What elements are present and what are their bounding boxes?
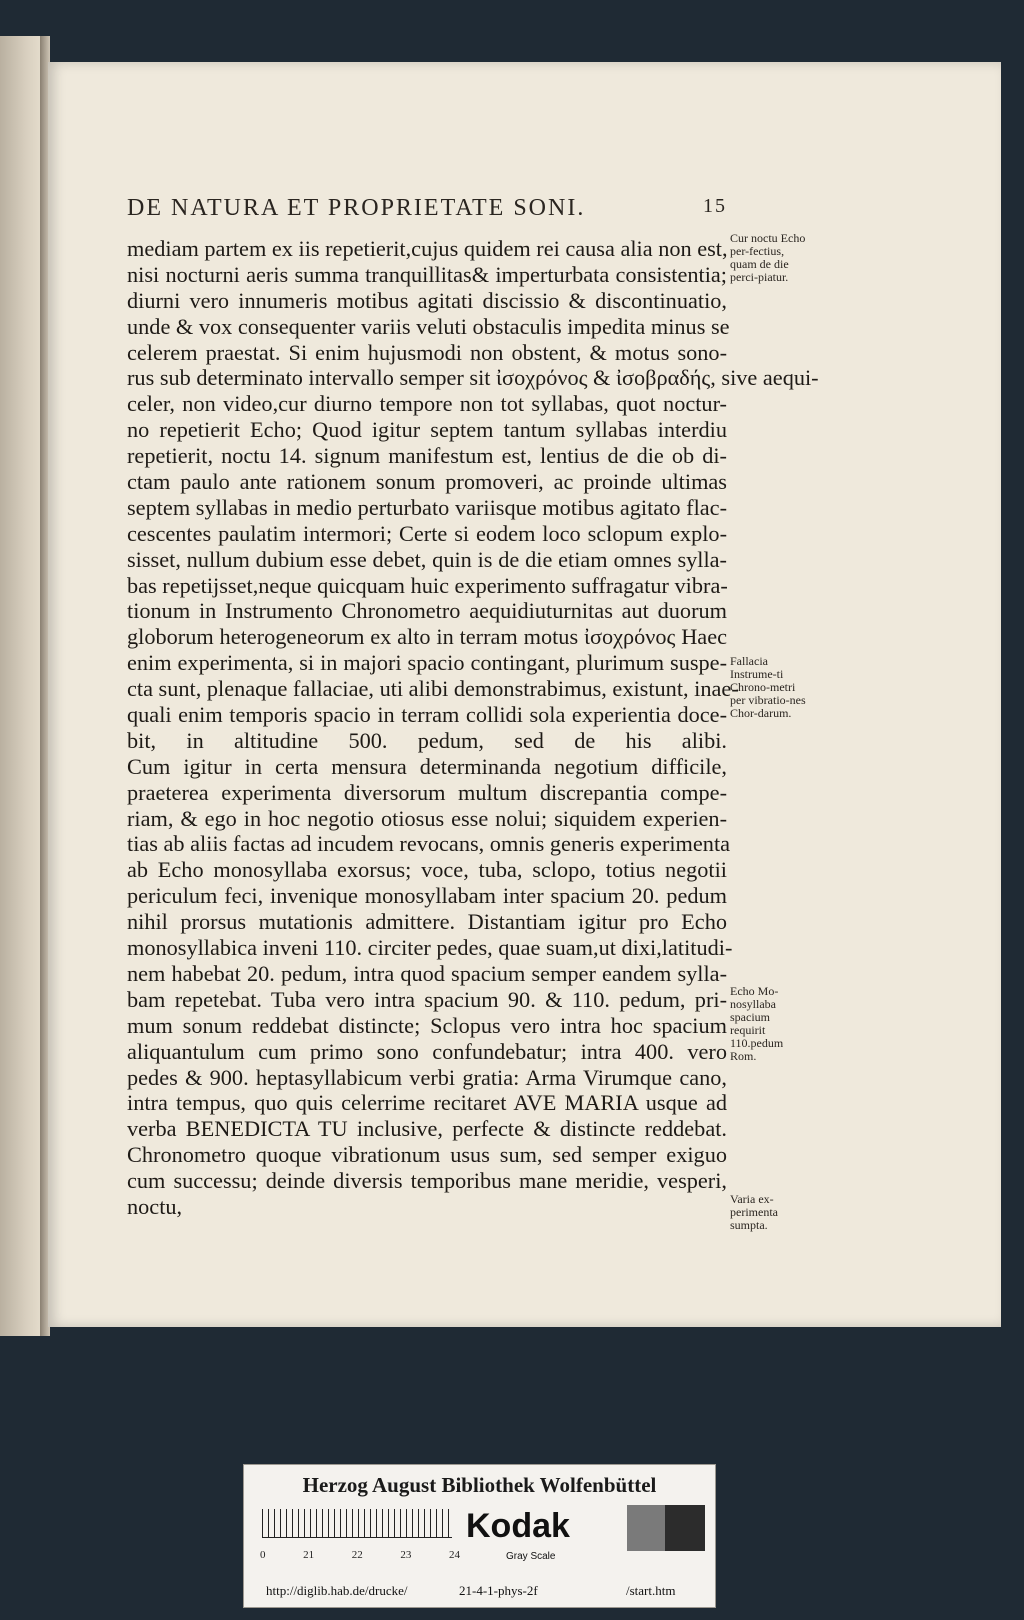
text-line: nisi nocturni aeris summa tranquillitas& imperturbata consistentia; — [127, 261, 727, 287]
start-link: /start.htm — [626, 1583, 676, 1598]
ruler-number: 21 — [303, 1549, 315, 1561]
library-name: Herzog August Bibliothek Wolfenbüttel — [302, 1473, 657, 1497]
facing-page-edge — [0, 36, 44, 1336]
text-line: bam repetebat. Tuba vero intra spacium 90. & 110. pedum, pri- — [127, 986, 727, 1012]
text-line: sisset, nullum dubium esse debet, quin is de die etiam omnes sylla- — [127, 546, 727, 572]
library-footer — [243, 1464, 716, 1608]
text-line: celerem praestat. Si enim hujusmodi non obstent, & motus sono- — [127, 339, 727, 365]
text-line: tias ab aliis factas ad incudem revocans, omnis generis experimenta — [127, 831, 731, 857]
text-line: repetierit, noctu 14. signum manifestum est, lentius de die ob di- — [127, 443, 727, 469]
text-line: unde & vox consequenter variis veluti obstaculis impedita minus se — [127, 313, 730, 339]
gray-scale-label: Gray Scale — [506, 1551, 556, 1562]
text-line: enim experimenta, si in majori spacio contingant, plurimum suspe- — [127, 650, 727, 676]
text-line: intra tempus, quo quis celerrime recitaret AVE MARIA usque ad — [127, 1090, 727, 1116]
measuring-ruler — [262, 1509, 452, 1538]
text-line: Chronometro quoque vibrationum usus sum, sed semper exiguo — [127, 1142, 727, 1168]
text-line: pedes & 900. heptasyllabicum verbi gratia: Arma Virumque cano, — [127, 1064, 727, 1090]
running-title: DE NATURA ET PROPRIETATE SONI. — [127, 195, 586, 221]
text-line: noctu, — [127, 1193, 183, 1219]
ruler-number: 0 — [260, 1549, 266, 1561]
text-line: ctam paulo ante rationem sonum promoveri, ac proinde ultimas — [127, 469, 727, 495]
text-line: cescentes paulatim intermori; Certe si eodem loco sclopum explo- — [127, 520, 727, 546]
margin-note-1: Cur noctu Echo per-fectius, quam de die perci-piatur. — [730, 231, 806, 284]
text-line: celer, non video,cur diurno tempore non tot syllabas, quot noctur- — [127, 391, 727, 417]
dark-swatch — [665, 1505, 705, 1551]
text-line: ab Echo monosyllaba exorsus; voce, tuba, sclopo, totius negotii — [127, 857, 727, 883]
text-line: no repetierit Echo; Quod igitur septem tantum syllabas interdiu — [127, 417, 727, 443]
gray-swatch — [627, 1505, 665, 1551]
ruler-number: 23 — [400, 1549, 412, 1561]
text-line: nem habebat 20. pedum, intra quod spacium semper eandem sylla- — [127, 960, 727, 986]
ruler-number: 22 — [351, 1549, 363, 1561]
ruler-number: 24 — [449, 1549, 460, 1561]
text-line: verba BENEDICTA TU inclusive, perfecte & distincte reddebat. — [127, 1116, 727, 1142]
text-line: nihil prorsus mutationis admittere. Distantiam igitur pro Echo — [127, 909, 727, 935]
text-line: quali enim temporis spacio in terram collidi sola experientia doce- — [127, 702, 727, 728]
text-line: Cum igitur in certa mensura determinanda negotium difficile, — [127, 753, 727, 779]
text-line: septem syllabas in medio perturbato variisque motibus agitato flac- — [127, 494, 727, 520]
text-line: aliquantulum cum primo sono confundebatur; intra 400. vero — [127, 1038, 727, 1064]
text-line: bit, in altitudine 500. pedum, sed de his alibi. — [127, 727, 727, 753]
text-line: tionum in Instrumento Chronometro aequidiuturnitas aut duorum — [127, 598, 727, 624]
text-line: rus sub determinato intervallo semper sit ἰσοχρόνος & ἰσοβραδής, sive aequi- — [127, 365, 819, 391]
text-line: periculum feci, invenique monosyllabam inter spacium 20. pedum — [127, 883, 727, 909]
text-line: cum successu; deinde diversis temporibus mane meridie, vesperi, — [127, 1168, 727, 1194]
text-line: praeterea experimenta diversorum multum discrepantia compe- — [127, 779, 727, 805]
margin-note-4: Varia ex-perimenta sumpta. — [730, 1192, 778, 1232]
kodak-logo: Kodak — [466, 1507, 570, 1545]
text-line: mediam partem ex iis repetierit,cujus quidem rei causa alia non est, — [127, 236, 728, 261]
text-line: monosyllabica inveni 110. circiter pedes, quae suam,ut dixi,latitudi- — [127, 935, 733, 961]
text-line: cta sunt, plenaque fallaciae, uti alibi demonstrabimus, existunt, inae- — [127, 676, 739, 702]
text-line: mum sonum reddebat distincte; Sclopus vero intra hoc spacium — [127, 1012, 727, 1038]
text-line: diurni vero innumeris motibus agitati discissio & discontinuatio, — [127, 287, 727, 313]
margin-note-3: Echo Mo-nosyllaba spacium requirit 110.pedum Rom. — [730, 984, 784, 1063]
page-number: 15 — [703, 195, 727, 217]
digital-library-url: http://diglib.hab.de/drucke/ — [266, 1583, 408, 1598]
running-header — [127, 195, 727, 222]
ruler-numbers — [260, 1549, 460, 1561]
text-line: globorum heterogeneorum ex alto in terram motus ἰσοχρόνος Haec — [127, 624, 727, 650]
shelfmark: 21-4-1-phys-2f — [459, 1583, 538, 1598]
text-line: riam, & ego in hoc negotio otiosus esse nolui; siquidem experien- — [127, 805, 727, 831]
margin-note-2: Fallacia Instrume-ti Chrono-metri per vibratio-nes Chor-darum. — [730, 654, 806, 720]
text-line: bas repetijsset,neque quicquam huic experimento suffragatur vibra- — [127, 572, 728, 598]
